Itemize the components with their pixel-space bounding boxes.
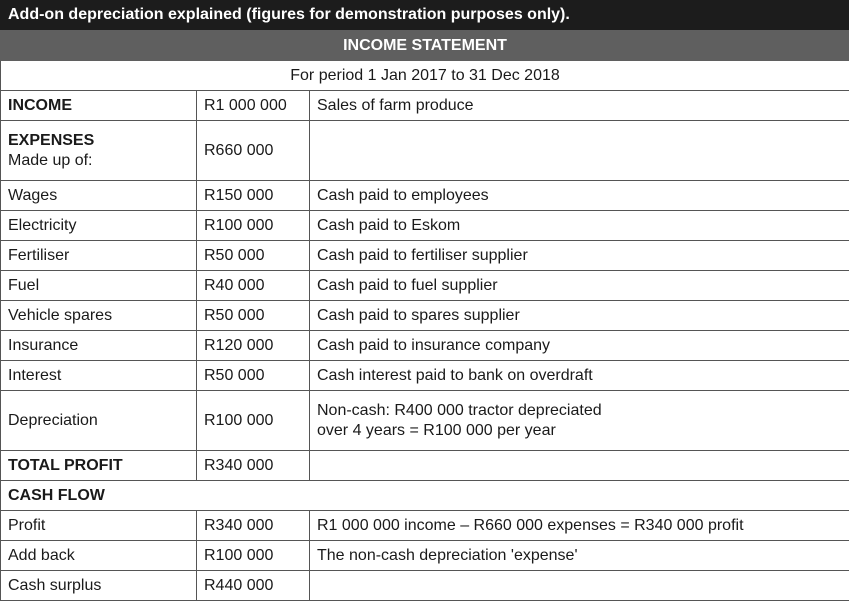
row-note: Cash paid to employees bbox=[310, 181, 849, 211]
row-note: Cash paid to fuel supplier bbox=[310, 271, 849, 301]
row-label: Cash surplus bbox=[1, 571, 197, 601]
period-row bbox=[1, 61, 849, 91]
row-note: Cash interest paid to bank on overdraft bbox=[310, 361, 849, 391]
income-row bbox=[1, 91, 849, 121]
row-label: Add back bbox=[1, 541, 197, 571]
row-note bbox=[310, 571, 849, 601]
row-label: Insurance bbox=[1, 331, 197, 361]
table-row bbox=[1, 331, 849, 361]
table-row bbox=[1, 301, 849, 331]
row-note: R1 000 000 income – R660 000 expenses = R340 000 profit bbox=[310, 511, 849, 541]
row-note: The non-cash depreciation 'expense' bbox=[310, 541, 849, 571]
row-label: Vehicle spares bbox=[1, 301, 197, 331]
total-profit-row bbox=[1, 451, 849, 481]
row-note: Cash paid to Eskom bbox=[310, 211, 849, 241]
depreciation-note bbox=[310, 391, 849, 451]
income-note: Sales of farm produce bbox=[310, 91, 849, 121]
row-label: Profit bbox=[1, 511, 197, 541]
expenses-amount: R660 000 bbox=[197, 121, 310, 181]
section-header-row bbox=[1, 31, 849, 61]
row-amount: R340 000 bbox=[197, 511, 310, 541]
row-label: Electricity bbox=[1, 211, 197, 241]
expenses-label: EXPENSES bbox=[8, 132, 94, 149]
total-profit-amount: R340 000 bbox=[197, 451, 310, 481]
table-row bbox=[1, 181, 849, 211]
income-amount: R1 000 000 bbox=[197, 91, 310, 121]
depreciation-note-line2: over 4 years = R100 000 per year bbox=[317, 421, 842, 441]
table-row bbox=[1, 271, 849, 301]
row-amount: R50 000 bbox=[197, 361, 310, 391]
row-amount: R120 000 bbox=[197, 331, 310, 361]
row-amount: R100 000 bbox=[197, 211, 310, 241]
table-row bbox=[1, 241, 849, 271]
depreciation-row bbox=[1, 391, 849, 451]
row-amount: R40 000 bbox=[197, 271, 310, 301]
table-row bbox=[1, 571, 849, 601]
row-amount: R440 000 bbox=[197, 571, 310, 601]
row-note: Cash paid to insurance company bbox=[310, 331, 849, 361]
document-title: Add-on depreciation explained (figures for demonstration purposes only). bbox=[0, 0, 849, 30]
cash-flow-label: CASH FLOW bbox=[1, 481, 849, 511]
row-amount: R50 000 bbox=[197, 301, 310, 331]
depreciation-amount: R100 000 bbox=[197, 391, 310, 451]
depreciation-label: Depreciation bbox=[1, 391, 197, 451]
row-amount: R150 000 bbox=[197, 181, 310, 211]
income-label: INCOME bbox=[1, 91, 197, 121]
row-note: Cash paid to spares supplier bbox=[310, 301, 849, 331]
row-label: Fertiliser bbox=[1, 241, 197, 271]
expenses-row bbox=[1, 121, 849, 181]
row-amount: R100 000 bbox=[197, 541, 310, 571]
table-row bbox=[1, 511, 849, 541]
row-label: Interest bbox=[1, 361, 197, 391]
expenses-label-cell bbox=[1, 121, 197, 181]
cash-flow-header-row bbox=[1, 481, 849, 511]
total-profit-label: TOTAL PROFIT bbox=[1, 451, 197, 481]
row-amount: R50 000 bbox=[197, 241, 310, 271]
table-row bbox=[1, 541, 849, 571]
row-label: Wages bbox=[1, 181, 197, 211]
period-text: For period 1 Jan 2017 to 31 Dec 2018 bbox=[1, 61, 849, 91]
depreciation-note-line1: Non-cash: R400 000 tractor depreciated bbox=[317, 401, 842, 421]
total-profit-note bbox=[310, 451, 849, 481]
expenses-sub-label: Made up of: bbox=[8, 151, 189, 171]
table-row bbox=[1, 361, 849, 391]
expenses-note bbox=[310, 121, 849, 181]
row-label: Fuel bbox=[1, 271, 197, 301]
table-row bbox=[1, 211, 849, 241]
income-statement-table bbox=[0, 30, 849, 601]
income-statement-heading: INCOME STATEMENT bbox=[1, 31, 849, 61]
row-note: Cash paid to fertiliser supplier bbox=[310, 241, 849, 271]
